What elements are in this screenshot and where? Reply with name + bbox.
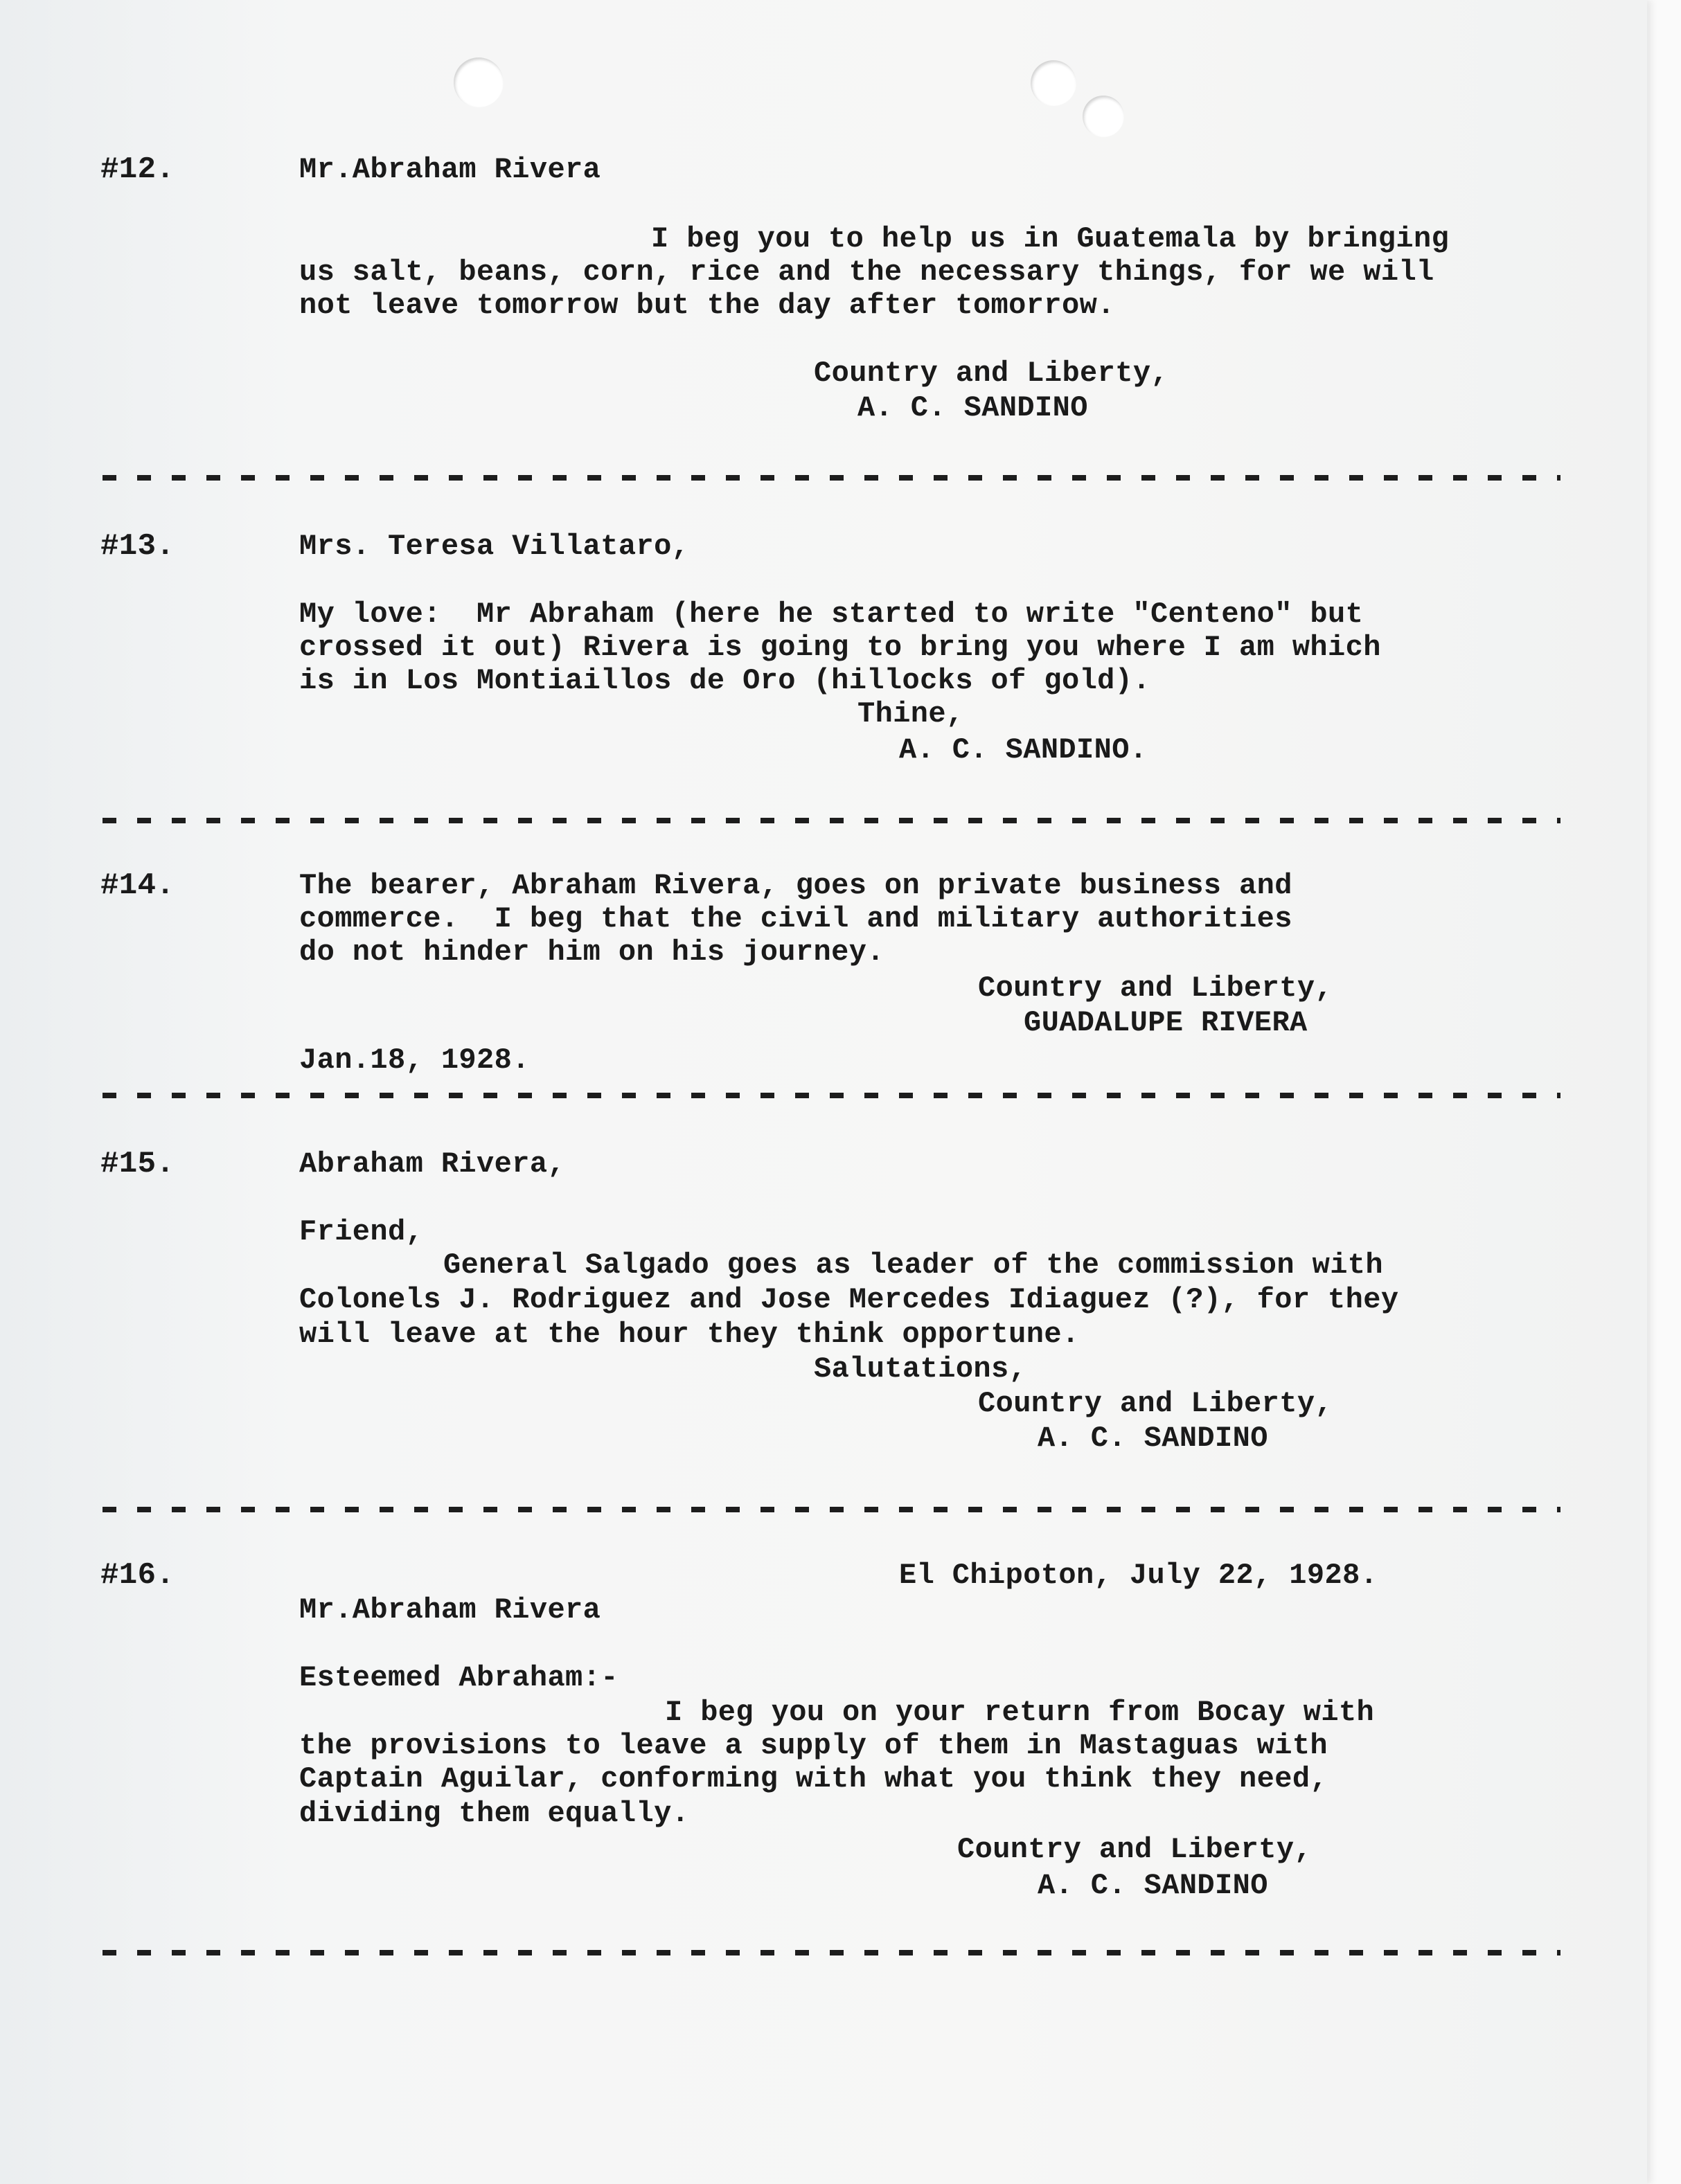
separator-line xyxy=(103,1507,1560,1512)
body-line: Colonels J. Rodriguez and Jose Mercedes Idiaguez (?), for they xyxy=(299,1283,1399,1316)
letter-salutation: Mr.Abraham Rivera xyxy=(299,153,601,186)
separator-line xyxy=(103,818,1560,823)
letter-number: #12. xyxy=(100,152,175,187)
letter-signature: A. C. SANDINO. xyxy=(899,733,1148,767)
body-line: us salt, beans, corn, rice and the necessary things, for we will xyxy=(299,256,1434,289)
body-line: I beg you to help us in Guatemala by bringing xyxy=(651,222,1450,256)
body-line: commerce. I beg that the civil and military authorities xyxy=(299,902,1292,936)
body-line: General Salgado goes as leader of the commission with xyxy=(443,1248,1384,1282)
body-line: crossed it out) Rivera is going to bring you where I am which xyxy=(299,631,1381,664)
letter-salutation: Abraham Rivera, xyxy=(299,1147,566,1181)
letter-signature: A. C. SANDINO xyxy=(1038,1869,1268,1902)
letter-closing: Thine, xyxy=(857,697,964,731)
letter-salutation: Mrs. Teresa Villataro, xyxy=(299,530,690,563)
letter-closing: Country and Liberty, xyxy=(978,1387,1333,1420)
body-line: not leave tomorrow but the day after tomorrow. xyxy=(299,289,1115,322)
letter-closing: Country and Liberty, xyxy=(957,1833,1313,1866)
body-line: do not hinder him on his journey. xyxy=(299,936,884,969)
letter-salutation: Mr.Abraham Rivera xyxy=(299,1593,601,1627)
letter-number: #13. xyxy=(100,529,175,564)
punch-hole xyxy=(1031,60,1076,106)
letter-signature: A. C. SANDINO xyxy=(857,391,1088,424)
letter-salutations: Salutations, xyxy=(814,1352,1027,1386)
punch-hole xyxy=(454,57,504,107)
letter-greeting: Friend, xyxy=(299,1215,424,1248)
letter-greeting: Esteemed Abraham:- xyxy=(299,1661,619,1694)
letter-closing: Country and Liberty, xyxy=(814,357,1169,390)
letter-closing: Country and Liberty, xyxy=(978,972,1333,1005)
letter-date: Jan.18, 1928. xyxy=(299,1044,530,1077)
separator-line xyxy=(103,1093,1560,1098)
body-line: Captain Aguilar, conforming with what you think they need, xyxy=(299,1762,1328,1796)
letter-number: #15. xyxy=(100,1147,175,1181)
letter-place-date: El Chipoton, July 22, 1928. xyxy=(899,1559,1378,1592)
body-line: My love: Mr Abraham (here he started to write "Centeno" but xyxy=(299,598,1364,631)
letter-number: #16. xyxy=(100,1558,175,1593)
body-line: the provisions to leave a supply of them in Mastaguas with xyxy=(299,1729,1328,1762)
punch-hole xyxy=(1083,96,1124,137)
body-line: I beg you on your return from Bocay with xyxy=(665,1696,1375,1729)
letter-signature: GUADALUPE RIVERA xyxy=(1024,1006,1308,1039)
body-line: is in Los Montiaillos de Oro (hillocks of gold). xyxy=(299,664,1150,697)
letter-number: #14. xyxy=(100,868,175,903)
letter-signature: A. C. SANDINO xyxy=(1038,1422,1268,1455)
body-line: The bearer, Abraham Rivera, goes on private business and xyxy=(299,869,1292,902)
separator-line xyxy=(103,475,1560,481)
body-line: will leave at the hour they think opportune. xyxy=(299,1318,1080,1351)
separator-line xyxy=(103,1950,1560,1955)
body-line: dividing them equally. xyxy=(299,1797,690,1830)
